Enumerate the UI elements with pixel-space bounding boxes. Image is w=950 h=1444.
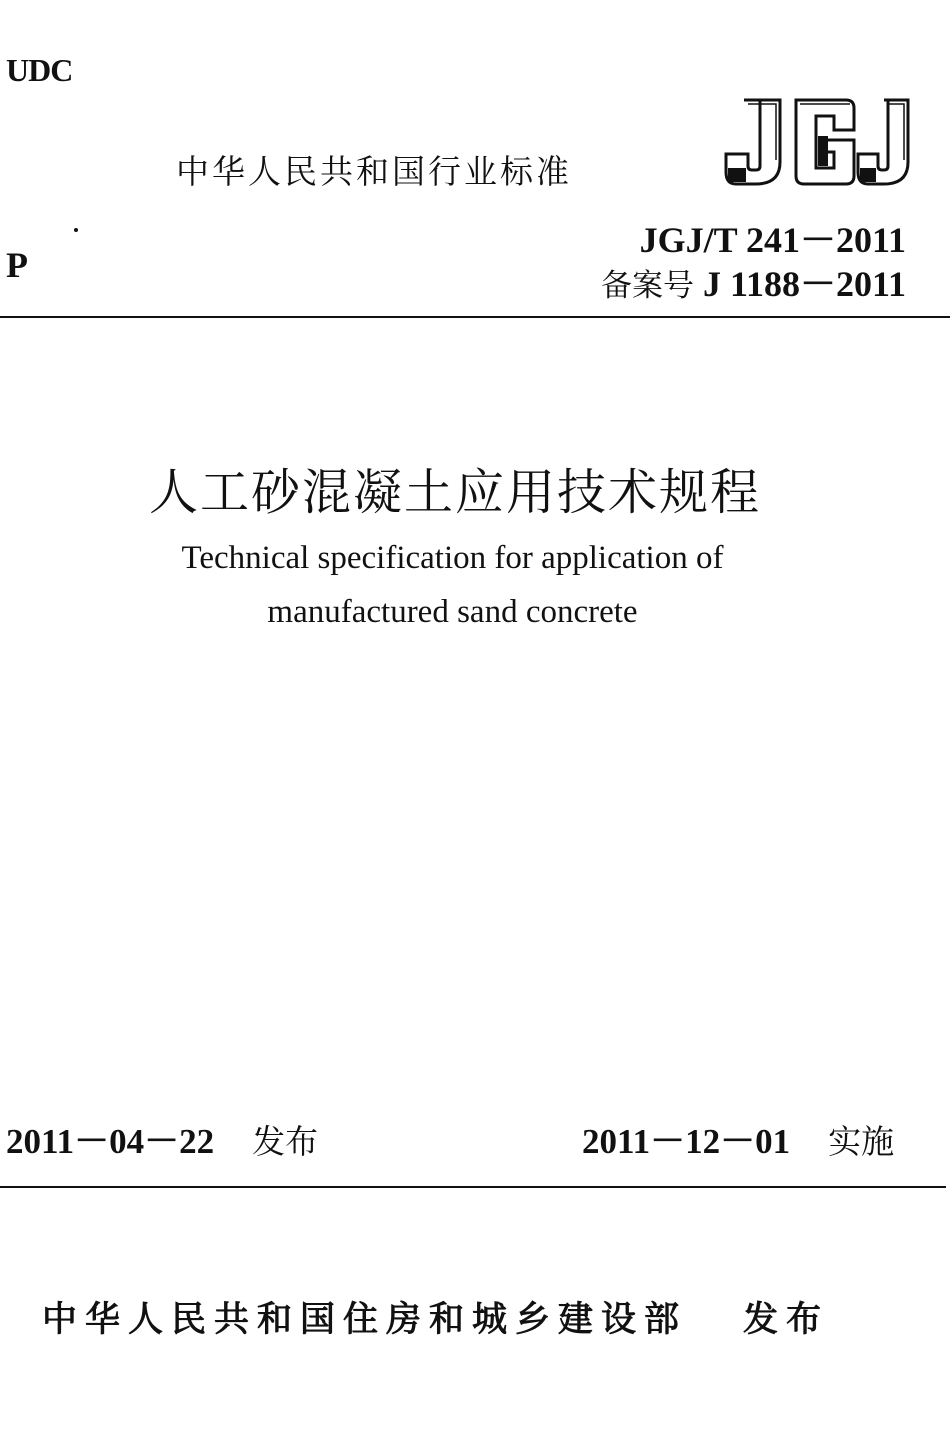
implement-label: 实施 (828, 1122, 895, 1161)
record-number-line (601, 256, 906, 307)
scan-dot (74, 228, 78, 232)
issue-date-block (6, 1114, 318, 1164)
implement-date: 2011－12－01 (582, 1122, 791, 1161)
implement-date-block (582, 1114, 894, 1164)
top-divider (0, 316, 950, 318)
issue-label: 发布 (252, 1122, 319, 1161)
standard-number: JGJ/T 241－2011 (639, 220, 906, 260)
jgj-logo (722, 96, 912, 188)
issuer-label: 发布 (743, 1300, 830, 1340)
issuer-line (42, 1292, 829, 1342)
chinese-title: 人工砂混凝土应用技术规程 (148, 464, 761, 521)
classification-letter: P (6, 245, 28, 285)
bottom-divider (0, 1186, 946, 1188)
record-label: 备案号 (600, 268, 694, 304)
english-title-line2: manufactured sand concrete (267, 594, 638, 630)
industry-standard-heading: 中华人民共和国行业标准 (176, 152, 572, 191)
issue-date: 2011－04－22 (6, 1122, 215, 1161)
udc-label: UDC (6, 52, 73, 88)
issuer-name: 中华人民共和国住房和城乡建设部 (42, 1300, 688, 1340)
english-title-line1: Technical specification for application of (181, 540, 724, 576)
record-number: J 1188－2011 (702, 264, 906, 304)
